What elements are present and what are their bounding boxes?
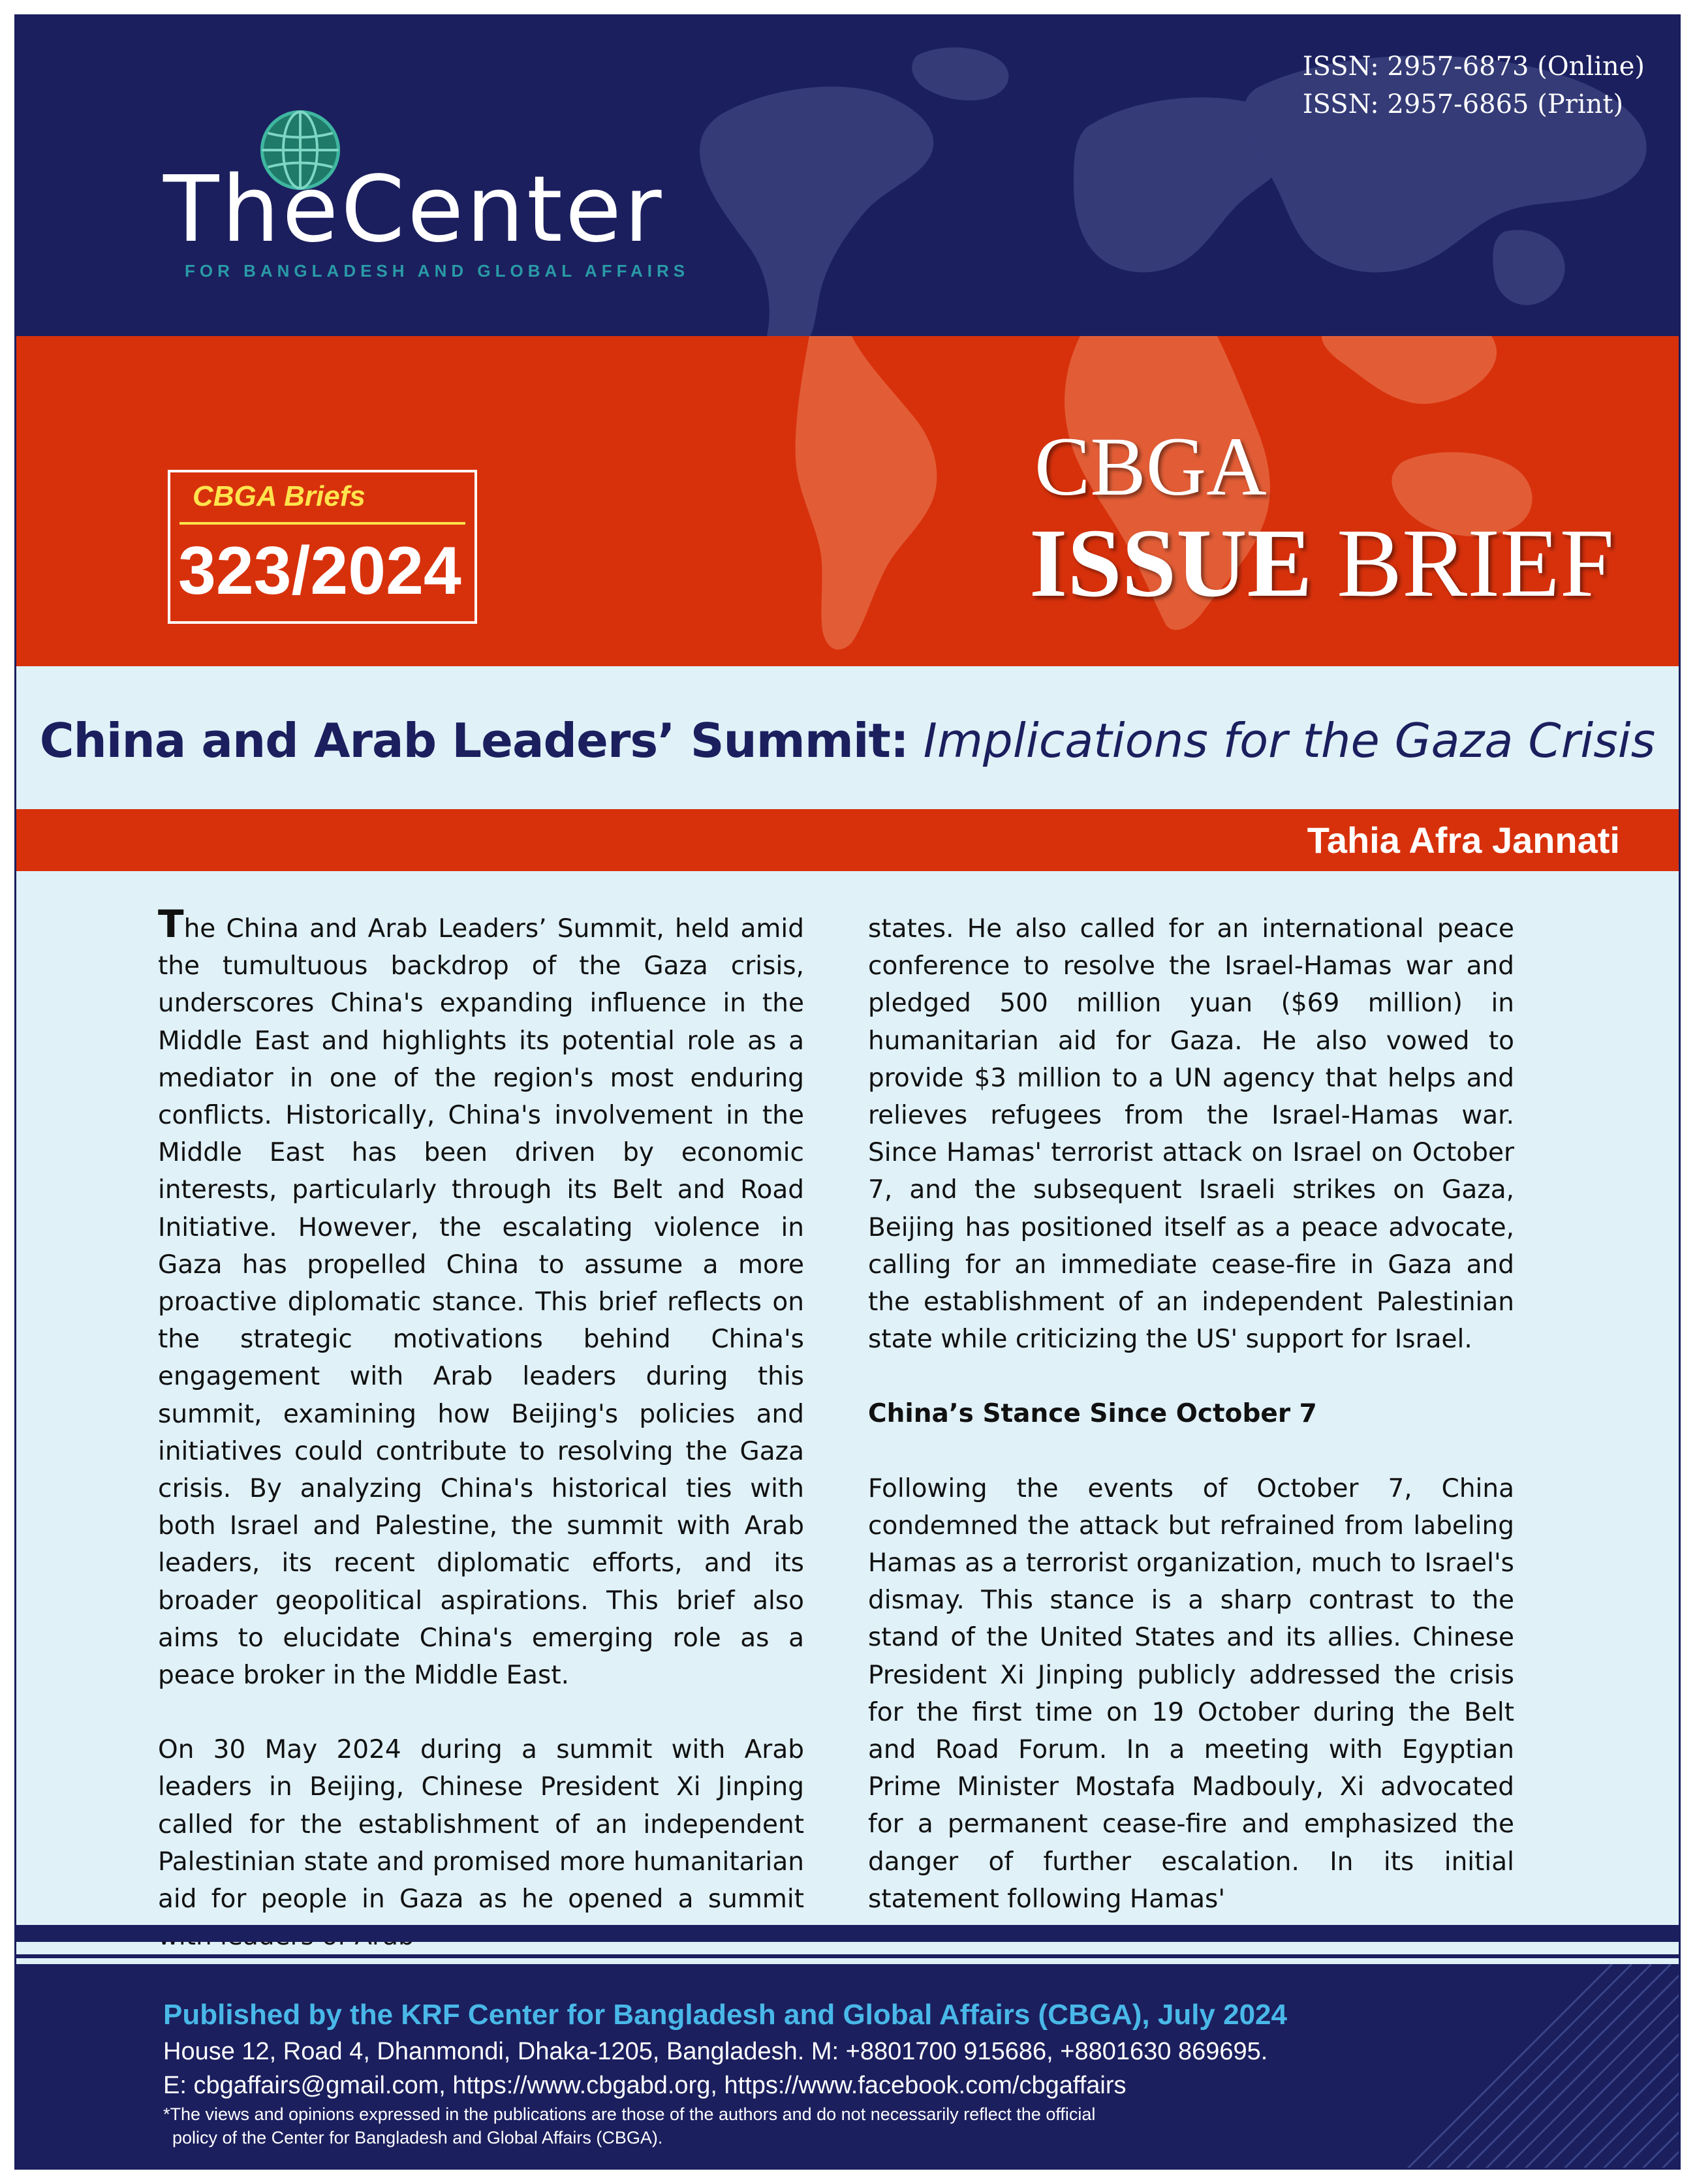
series-title-line2 [1029, 511, 1614, 615]
title-sub: Implications for the Gaza Crisis [923, 713, 1656, 768]
brief-divider [179, 522, 465, 525]
series-title-issue: ISSUE [1029, 509, 1313, 617]
series-title-brief: BRIEF [1337, 509, 1615, 617]
paragraph [158, 902, 804, 1694]
issn-online: ISSN: 2957-6873 (Online) [1302, 52, 1645, 82]
footer-hatch-pattern [1405, 1964, 1679, 2170]
paragraph: Following the events of October 7, China condemned the attack but refrained from labeling Hamas as a terrorist organization, much to Israel's dismay. This stance is a sharp contrast to the stand of the United States and its allies. Chinese President Xi Jinping publicly addressed the crisis for the first time on 19 October during the Belt and Road Forum. In a meeting with Egyptian Prime Minister Mostafa Madbouly, Xi advocated for a permanent cease-fire and emphasized the danger of further escalation. In its initial statement following Hamas' [868, 1473, 1514, 1914]
disclaimer-line1: *The views and opinions expressed in the publications are those of the authors and do not necessarily reflect the official [163, 2104, 1096, 2124]
paragraph: states. He also called for an international peace conference to resolve the Israel-Hamas war and pledged 500 million yuan ($69 million) in humanitarian aid for Gaza. He also vowed to provide $3 million to a UN agency that helps and relieves refugees from the Israel-Hamas war. Since Hamas' terrorist attack on Israel on October 7, and the subsequent Israeli strikes on Gaza, Beijing has positioned itself as a peace advocate, calling for an immediate cease-fire in Gaza and the establishment of an independent Palestinian state while criticizing the US' support for Israel. [868, 914, 1514, 1355]
header-banner-top [16, 16, 1679, 336]
footer-stripe-thin [16, 1954, 1679, 1958]
author-bar [16, 809, 1679, 871]
paragraph-text: he China and Arab Leaders’ Summit, held amid the tumultuous backdrop of the Gaza crisis, underscores China's expanding influence in the Middle East and highlights its potential role as a mediator in one of the region's most enduring conflicts. Historically, China's involvement in the Middle East has been driven by economic interests, particularly through its Belt and Road Initiative. However, the escalating violence in Gaza has propelled China to assume a more proactive diplomatic stance. This brief reflects on the strategic motivations behind China's engagement with Arab leaders during this summit, examining how Beijing's policies and initiatives could contribute to resolving the Gaza crisis. By analyzing China's historical ties with both Israel and Palestine, the summit with Arab leaders, its recent diplomatic efforts, and its broader geopolitical aspirations. This brief also aims to elucidate China's emerging role as a peace broker in the Middle East. [158, 914, 804, 1691]
brief-number-box [168, 470, 477, 624]
body-column-right [868, 910, 1514, 1918]
brief-series-label: CBGA Briefs [193, 480, 365, 512]
page-frame [14, 14, 1681, 2170]
brief-number: 323/2024 [178, 533, 461, 609]
disclaimer [163, 2102, 1273, 2149]
section-heading: China’s Stance Since October 7 [868, 1399, 1317, 1429]
contact-line[interactable]: E: cbgaffairs@gmail.com, https://www.cbgabd.org, https://www.facebook.com/cbgaffairs [163, 2072, 1127, 2099]
series-title-line1: CBGA [1034, 420, 1267, 513]
body-column-left [158, 902, 804, 1955]
footer [16, 1964, 1679, 2170]
drop-cap: T [158, 902, 184, 946]
title-main: China and Arab Leaders’ Summit: [39, 713, 909, 768]
paragraph: On 30 May 2024 during a summit with Arab leaders in Beijing, Chinese President Xi Jinping called for the establishment of an independent Palestinian state and promised more humanitarian aid for people in Gaza as he opened a summit [158, 1735, 804, 1915]
logo-name: TheCenter [163, 157, 664, 263]
logo-subtitle: FOR BANGLADESH AND GLOBAL AFFAIRS [185, 261, 690, 281]
issn-block [1303, 48, 1645, 123]
issn-print: ISSN: 2957-6865 (Print) [1302, 89, 1624, 119]
footer-stripe [16, 1925, 1679, 1942]
address-line: House 12, Road 4, Dhanmondi, Dhaka-1205, Bangladesh. M: +8801700 915686, +8801630 869695. [163, 2038, 1268, 2065]
disclaimer-line2: policy of the Center for Bangladesh and Global Affairs (CBGA). [172, 2128, 663, 2147]
page-title [16, 708, 1679, 773]
author-name: Tahia Afra Jannati [1307, 820, 1620, 861]
publisher-line: Published by the KRF Center for Bangladesh and Global Affairs (CBGA), July 2024 [163, 1999, 1287, 2031]
